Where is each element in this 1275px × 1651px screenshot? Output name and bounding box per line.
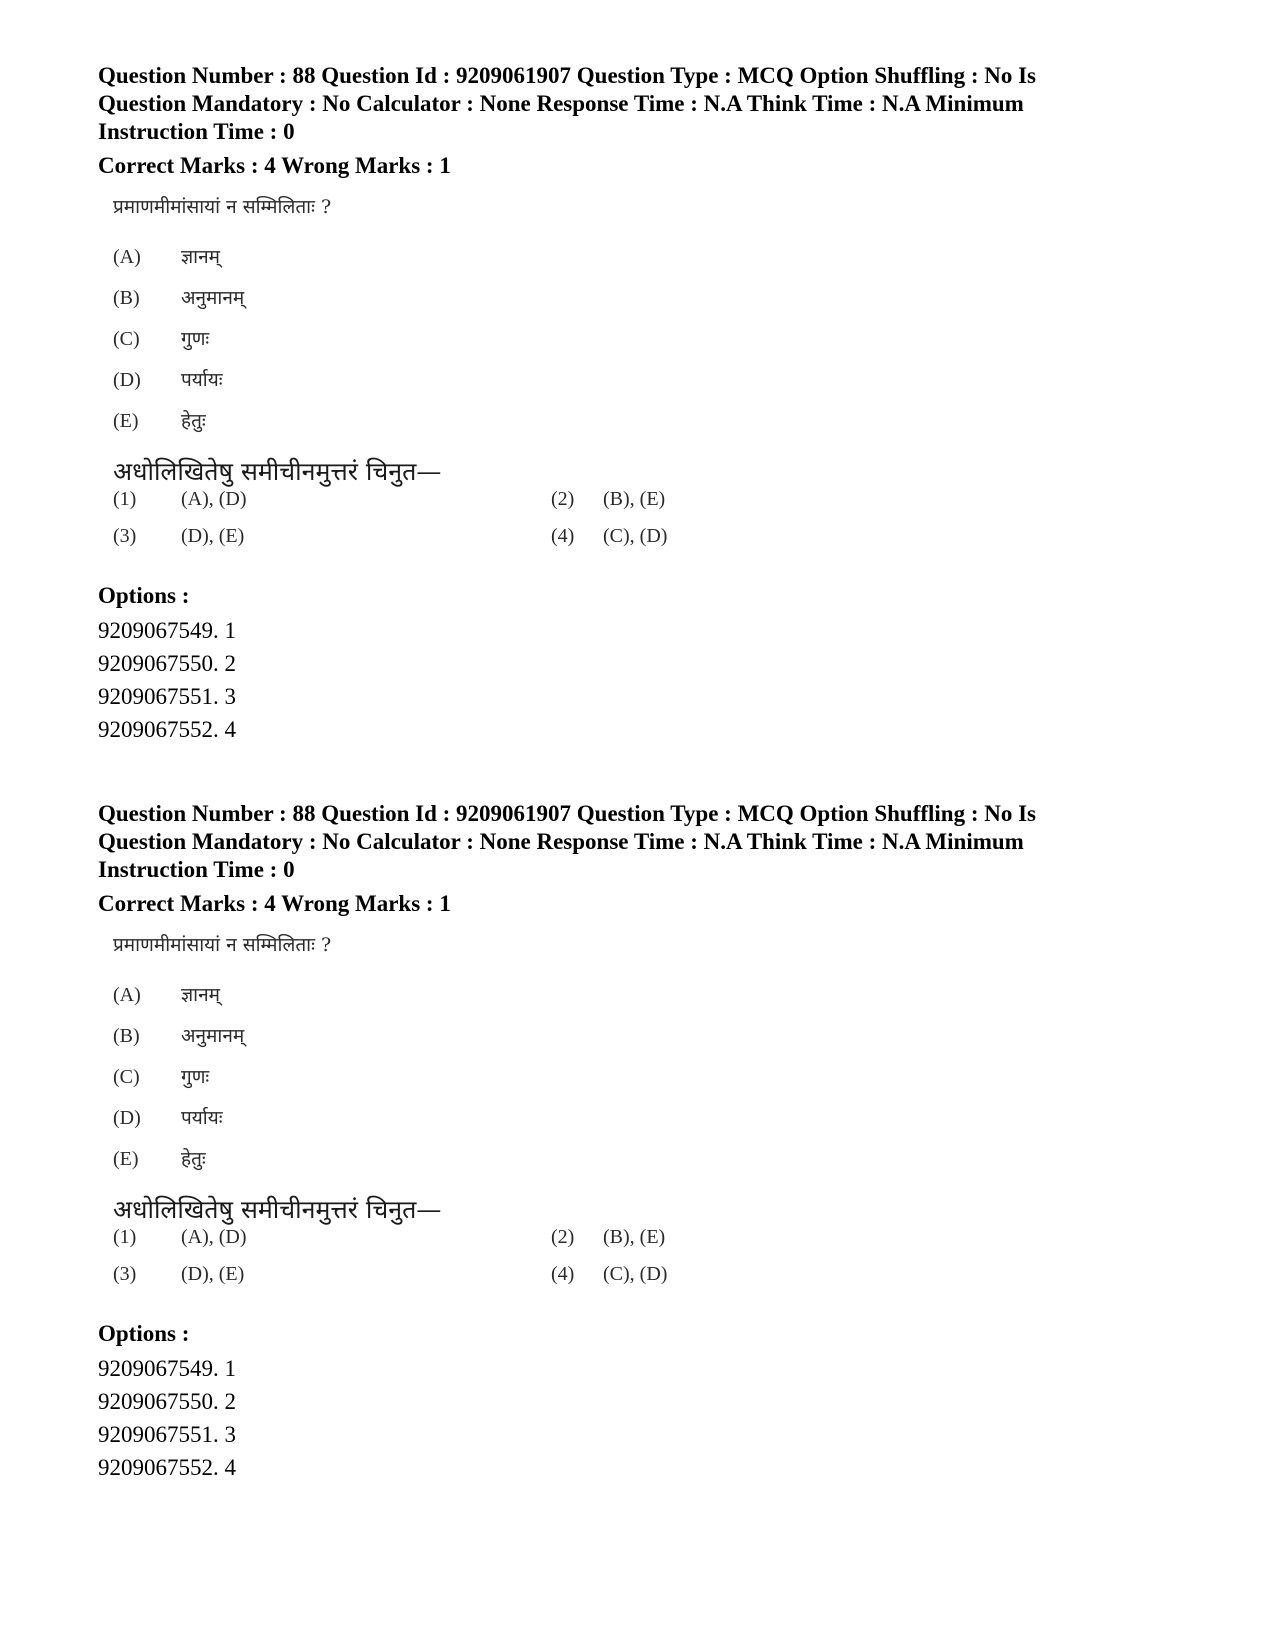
option-item: 9209067550. 2 <box>98 1389 236 1414</box>
choice-number: (1) <box>113 1226 137 1248</box>
statement-label: (E) <box>113 1148 139 1170</box>
choice-number: (3) <box>113 525 137 547</box>
choice-1 <box>113 1224 247 1250</box>
choice-text: (B), (E) <box>603 488 666 510</box>
meta-line-3: Instruction Time : 0 <box>98 857 295 882</box>
choice-text: (C), (D) <box>603 1263 668 1285</box>
meta-line-3: Instruction Time : 0 <box>98 119 295 144</box>
instruction-text: अधोलिखितेषु समीचीनमुत्तरं चिनुत— <box>113 1195 442 1224</box>
statement-label: (A) <box>113 984 141 1006</box>
statement-label: (C) <box>113 1066 140 1088</box>
question-stem: प्रमाणमीमांसायां न सम्मिलिताः ? <box>113 934 332 956</box>
choice-text: (C), (D) <box>603 525 668 547</box>
statement-text: ज्ञानम् <box>181 984 221 1006</box>
statement-text: पर्यायः <box>181 369 223 391</box>
options-heading: Options : <box>98 583 190 608</box>
choice-number: (1) <box>113 488 137 510</box>
statement-text: हेतुः <box>181 410 206 432</box>
options-heading: Options : <box>98 1321 190 1346</box>
options-list <box>98 614 1198 746</box>
statement-label: (B) <box>113 1025 140 1047</box>
statement-label: (A) <box>113 246 141 268</box>
statement-text: गुणः <box>181 1066 210 1088</box>
statement-label: (D) <box>113 1107 141 1129</box>
statement-text: अनुमानम् <box>181 1025 245 1047</box>
statement-label: (D) <box>113 369 141 391</box>
instruction-text: अधोलिखितेषु समीचीनमुत्तरं चिनुत— <box>113 457 442 486</box>
options-list <box>98 1352 1198 1484</box>
statement-text: पर्यायः <box>181 1107 223 1129</box>
question-image <box>113 194 753 572</box>
meta-line-2: Question Mandatory : No Calculator : None Response Time : N.A Think Time : N.A Minimum <box>98 91 1024 116</box>
option-item: 9209067550. 2 <box>98 651 236 676</box>
choice-number: (2) <box>551 1226 575 1248</box>
choice-text: (B), (E) <box>603 1226 666 1248</box>
choice-number: (4) <box>551 525 575 547</box>
choice-4 <box>551 1261 667 1287</box>
option-item: 9209067551. 3 <box>98 1422 236 1447</box>
choice-text: (D), (E) <box>181 525 245 547</box>
choice-3 <box>113 1261 244 1287</box>
meta-line-2: Question Mandatory : No Calculator : None Response Time : N.A Think Time : N.A Minimum <box>98 829 1024 854</box>
choice-number: (3) <box>113 1263 137 1285</box>
statement-text: हेतुः <box>181 1148 206 1170</box>
choice-text: (A), (D) <box>181 1226 247 1248</box>
question-stem: प्रमाणमीमांसायां न सम्मिलिताः ? <box>113 196 332 218</box>
choice-1 <box>113 486 247 512</box>
meta-line-1: Question Number : 88 Question Id : 9209061907 Question Type : MCQ Option Shuffling : No Is <box>98 801 1037 826</box>
statement-d <box>113 1105 223 1131</box>
statement-e <box>113 1146 206 1172</box>
statement-text: ज्ञानम् <box>181 246 221 268</box>
option-item: 9209067552. 4 <box>98 717 236 742</box>
statement-b <box>113 1023 244 1049</box>
question-meta <box>98 800 1128 884</box>
question-block-2 <box>98 800 1198 1484</box>
marks-line: Correct Marks : 4 Wrong Marks : 1 <box>98 891 451 916</box>
choice-text: (D), (E) <box>181 1263 245 1285</box>
choice-2 <box>551 486 665 512</box>
statement-c <box>113 1064 209 1090</box>
option-item: 9209067551. 3 <box>98 684 236 709</box>
question-block-1 <box>98 62 1198 746</box>
statement-a <box>113 982 220 1008</box>
statement-text: अनुमानम् <box>181 287 245 309</box>
option-item: 9209067549. 1 <box>98 1356 236 1381</box>
option-item: 9209067549. 1 <box>98 618 236 643</box>
choice-3 <box>113 523 244 549</box>
statement-label: (E) <box>113 410 139 432</box>
choice-number: (2) <box>551 488 575 510</box>
question-meta <box>98 62 1128 146</box>
meta-line-1: Question Number : 88 Question Id : 9209061907 Question Type : MCQ Option Shuffling : No Is <box>98 63 1037 88</box>
question-image <box>113 932 753 1310</box>
choice-number: (4) <box>551 1263 575 1285</box>
option-item: 9209067552. 4 <box>98 1455 236 1480</box>
choice-text: (A), (D) <box>181 488 247 510</box>
choice-4 <box>551 523 667 549</box>
statement-label: (B) <box>113 287 140 309</box>
marks-line: Correct Marks : 4 Wrong Marks : 1 <box>98 153 451 178</box>
statement-c <box>113 326 209 352</box>
statement-text: गुणः <box>181 328 210 350</box>
choice-2 <box>551 1224 665 1250</box>
statement-a <box>113 244 220 270</box>
statement-b <box>113 285 244 311</box>
statement-label: (C) <box>113 328 140 350</box>
statement-d <box>113 367 223 393</box>
statement-e <box>113 408 206 434</box>
